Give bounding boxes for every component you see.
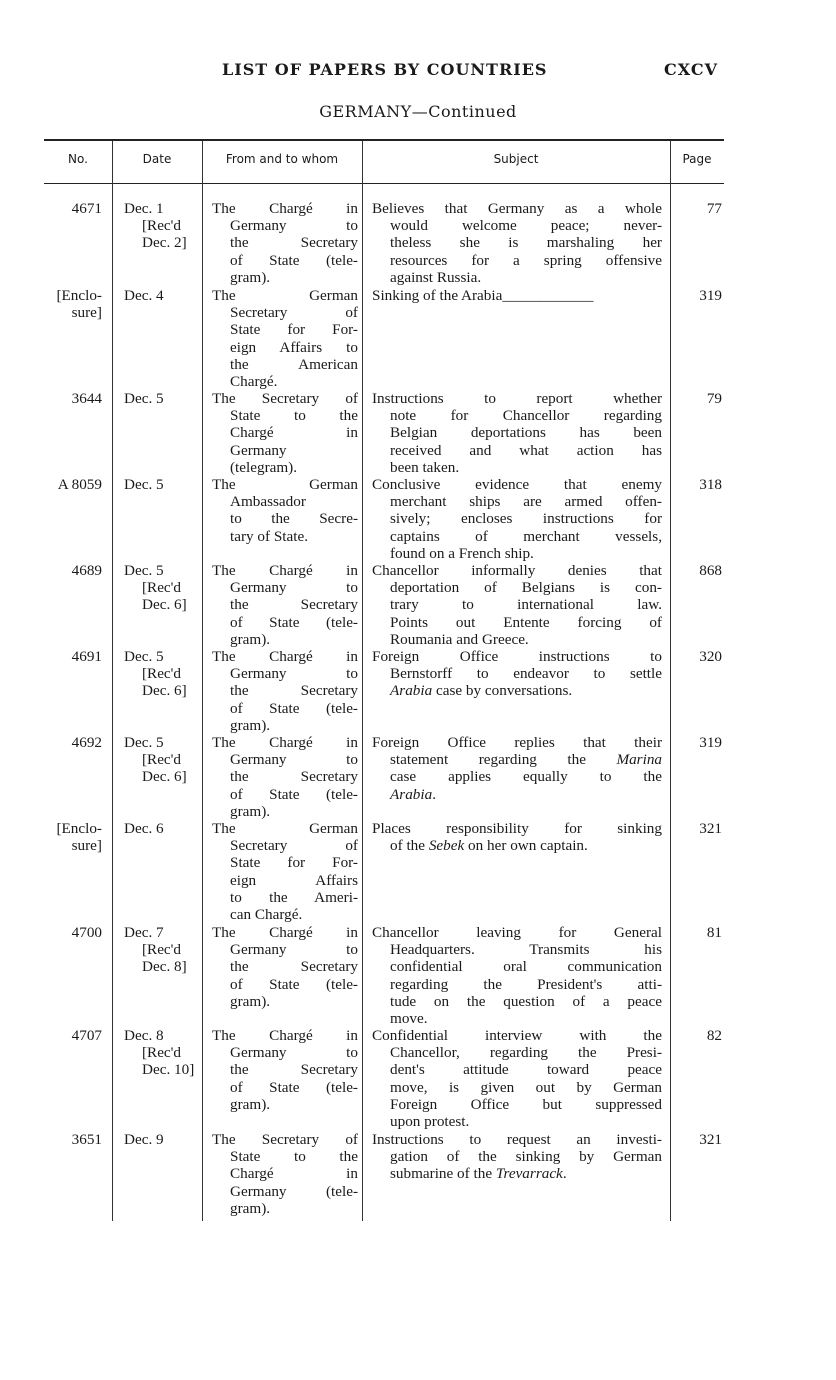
entry-from-to-line: Germany to	[230, 665, 358, 683]
entry-number	[30, 390, 102, 407]
entry-number-line: 4707	[71, 1027, 102, 1044]
table-row	[0, 648, 836, 734]
entry-subject-line: case applies equally to the	[390, 768, 662, 786]
entry-from-to-line: of State (tele-	[230, 251, 358, 269]
entry-number-line: 3651	[71, 1131, 102, 1148]
entry-from-to	[212, 390, 358, 476]
entry-subject	[372, 734, 662, 803]
entry-from-to-line: of State (tele-	[230, 1078, 358, 1096]
entry-date-line: Dec. 2]	[142, 234, 187, 252]
entry-from-to-line: The Secretary of	[212, 390, 358, 407]
entry-subject	[372, 476, 662, 562]
entry-date-line: [Rec'd	[142, 1044, 181, 1062]
entry-number	[30, 1131, 102, 1148]
entry-subject-line: of the Sebek on her own captain.	[390, 837, 588, 855]
entry-from-to-line: (telegram).	[230, 458, 298, 476]
entry-subject	[372, 562, 662, 648]
entry-from-to-line: can Chargé.	[230, 906, 303, 924]
entry-page: 319	[699, 287, 722, 304]
entry-from-to-line: the Secretary	[230, 682, 358, 700]
entry-subject-line: sively; encloses instructions for	[390, 510, 662, 528]
entry-from-to-line: The Chargé in	[212, 200, 358, 217]
entry-date-line: Dec. 6]	[142, 682, 187, 700]
entry-from-to-line: The Chargé in	[212, 1027, 358, 1044]
entry-subject-line: tude on the question of a peace	[390, 992, 662, 1010]
entry-date	[124, 820, 198, 837]
entry-subject-line: Roumania and Greece.	[390, 630, 529, 648]
column-header-no: No.	[68, 152, 88, 166]
section-title: GERMANY—Continued	[319, 102, 517, 121]
column-header-date: Date	[142, 152, 172, 166]
entry-from-to	[212, 476, 358, 545]
entry-from-to-line: Chargé in	[230, 424, 358, 442]
entry-date	[124, 476, 198, 493]
entry-from-to-line: State to the	[230, 407, 358, 425]
column-header-page: Page	[682, 152, 712, 166]
entry-number	[30, 1027, 102, 1044]
entry-from-to-line: gram).	[230, 992, 271, 1010]
entry-subject-line: move, is given out by German	[390, 1078, 662, 1096]
table-row	[0, 476, 836, 562]
entry-page: 320	[699, 648, 722, 665]
entry-date-line: Dec. 8]	[142, 958, 187, 976]
entry-subject-line: Chancellor informally denies that	[372, 562, 662, 579]
entry-from-to-line: the American	[230, 355, 358, 373]
running-title: LIST OF PAPERS BY COUNTRIES	[222, 60, 548, 79]
entry-from-to	[212, 648, 358, 734]
entry-from-to-line: the Secretary	[230, 596, 358, 614]
entry-date-line: Dec. 6]	[142, 596, 187, 614]
entry-from-to	[212, 1131, 358, 1217]
entry-subject-line: received and what action has	[390, 441, 662, 459]
entry-date-line: Dec. 10]	[142, 1061, 195, 1079]
entry-from-to-line: The Secretary of	[212, 1131, 358, 1148]
entry-page: 81	[706, 924, 722, 941]
entry-subject-line: Chancellor leaving for General	[372, 924, 662, 941]
column-header-from: From and to whom	[225, 152, 339, 166]
table-row	[0, 1027, 836, 1131]
entry-from-to-line: Germany	[230, 441, 287, 459]
entry-page: 79	[706, 390, 722, 407]
entry-subject-line: confidential oral communication	[390, 958, 662, 976]
entry-subject	[372, 924, 662, 1027]
column-header-subject: Subject	[493, 152, 539, 166]
entry-subject	[372, 648, 662, 700]
entry-date-line: Dec. 7	[124, 924, 164, 941]
entry-subject-line: regarding the President's atti-	[390, 975, 662, 993]
table-body	[0, 200, 836, 1231]
entry-subject-line: Belgian deportations has been	[390, 424, 662, 442]
entry-date-line: [Rec'd	[142, 217, 181, 235]
entry-from-to-line: of State (tele-	[230, 785, 358, 803]
entry-date	[124, 200, 198, 252]
entry-subject-line: Headquarters. Transmits his	[390, 941, 662, 959]
entry-from-to-line: Secretary of	[230, 837, 358, 855]
entry-from-to-line: State for For-	[230, 854, 358, 872]
entry-subject-line: upon protest.	[390, 1113, 470, 1131]
entry-from-to-line: Germany to	[230, 751, 358, 769]
entry-subject	[372, 1027, 662, 1130]
entry-from-to-line: of State (tele-	[230, 975, 358, 993]
entry-subject-line: Instructions to request an investi-	[372, 1131, 662, 1148]
entry-date-line: Dec. 5	[124, 562, 164, 579]
page-header	[0, 60, 836, 86]
entry-from-to-line: The Chargé in	[212, 648, 358, 665]
entry-subject-line: submarine of the Trevarrack.	[390, 1165, 567, 1183]
table-row	[0, 924, 836, 1027]
entry-subject-line: Believes that Germany as a whole	[372, 200, 662, 217]
entry-page: 321	[699, 1131, 722, 1148]
entry-from-to-line: State to the	[230, 1148, 358, 1166]
entry-subject-line: been taken.	[390, 458, 460, 476]
header-bottom-rule	[44, 183, 724, 184]
entry-subject-line: Instructions to report whether	[372, 390, 662, 407]
entry-subject-line: trary to international law.	[390, 596, 662, 614]
entry-subject-line: captains of merchant vessels,	[390, 527, 662, 545]
entry-subject-line: Conclusive evidence that enemy	[372, 476, 662, 493]
entry-subject-line: theless she is marshaling her	[390, 234, 662, 252]
entry-subject-line: deportation of Belgians is con-	[390, 579, 662, 597]
entry-subject-line: Confidential interview with the	[372, 1027, 662, 1044]
entry-subject	[372, 1131, 662, 1183]
entry-date	[124, 924, 198, 976]
entry-from-to	[212, 820, 358, 923]
entry-number	[30, 287, 102, 321]
entry-date-line: Dec. 6]	[142, 768, 187, 786]
entry-from-to-line: gram).	[230, 1199, 271, 1217]
entry-date	[124, 1131, 198, 1148]
entry-from-to-line: tary of State.	[230, 527, 309, 545]
entry-number	[30, 200, 102, 217]
table-row	[0, 200, 836, 287]
entry-subject-line: move.	[390, 1010, 428, 1028]
entry-from-to	[212, 562, 358, 648]
entry-date-line: [Rec'd	[142, 941, 181, 959]
entry-from-to-line: eign Affairs	[230, 871, 358, 889]
entry-from-to	[212, 924, 358, 1010]
page-number: CXCV	[664, 60, 719, 79]
entry-subject-line: statement regarding the Marina	[390, 751, 662, 769]
entry-page: 868	[699, 562, 722, 579]
entry-date	[124, 562, 198, 614]
entry-from-to	[212, 734, 358, 820]
entry-date-line: Dec. 5	[124, 734, 164, 751]
entry-subject-line: Foreign Office but suppressed	[390, 1095, 662, 1113]
entry-from-to-line: gram).	[230, 268, 271, 286]
entry-from-to-line: gram).	[230, 716, 271, 734]
table-row	[0, 562, 836, 648]
entry-from-to-line: The German	[212, 476, 358, 493]
entry-number-line: 4671	[71, 200, 102, 217]
entry-number-line: 4700	[71, 924, 102, 941]
entry-subject-line: Foreign Office instructions to	[372, 648, 662, 665]
entry-from-to-line: Germany to	[230, 217, 358, 235]
entry-subject-line: found on a French ship.	[390, 544, 534, 562]
entry-from-to-line: of State (tele-	[230, 613, 358, 631]
entry-from-to	[212, 200, 358, 286]
table-row	[0, 734, 836, 820]
entry-date-line: Dec. 5	[124, 476, 164, 493]
entry-subject-line: Bernstorff to endeavor to settle	[390, 665, 662, 683]
entry-subject-line: resources for a spring offensive	[390, 251, 662, 269]
entry-subject-line: merchant ships are armed offen-	[390, 493, 662, 511]
entry-subject-line: note for Chancellor regarding	[390, 407, 662, 425]
entry-date-line: Dec. 4	[124, 287, 164, 304]
entry-date-line: [Rec'd	[142, 579, 181, 597]
entry-from-to-line: gram).	[230, 802, 271, 820]
entry-from-to-line: the Secretary	[230, 958, 358, 976]
entry-number-line: 3644	[71, 390, 102, 407]
table-row	[0, 820, 836, 924]
entry-from-to-line: Germany to	[230, 1044, 358, 1062]
entry-page: 319	[699, 734, 722, 751]
entry-number-line: A 8059	[57, 476, 102, 493]
entry-subject-line: gation of the sinking by German	[390, 1148, 662, 1166]
entry-from-to	[212, 1027, 358, 1113]
entry-number	[30, 734, 102, 751]
entry-subject-line: dent's attitude toward peace	[390, 1061, 662, 1079]
entry-page: 318	[699, 476, 722, 493]
entry-number	[30, 820, 102, 854]
entry-from-to-line: Germany to	[230, 941, 358, 959]
entry-from-to-line: gram).	[230, 1095, 271, 1113]
entry-subject-line: against Russia.	[390, 268, 482, 286]
entry-date	[124, 390, 198, 407]
entry-number-line: [Enclo-	[56, 287, 102, 304]
entry-page: 321	[699, 820, 722, 837]
entry-number	[30, 924, 102, 941]
entry-subject	[372, 200, 662, 286]
table-row	[0, 390, 836, 476]
entry-from-to-line: The Chargé in	[212, 562, 358, 579]
entry-from-to-line: The Chargé in	[212, 924, 358, 941]
entry-from-to-line: Ambassador	[230, 493, 306, 511]
entry-from-to-line: Chargé.	[230, 373, 278, 391]
entry-number-line: sure]	[71, 304, 102, 322]
entry-date-line: Dec. 5	[124, 390, 164, 407]
entry-date-line: Dec. 1	[124, 200, 164, 217]
entry-number	[30, 476, 102, 493]
entry-from-to	[212, 287, 358, 390]
entry-subject-line: Arabia case by conversations.	[390, 682, 573, 700]
entry-from-to-line: to the Ameri-	[230, 888, 358, 906]
entry-number-line: 4689	[71, 562, 102, 579]
table-row	[0, 287, 836, 390]
entry-date-line: Dec. 9	[124, 1131, 164, 1148]
entry-number	[30, 648, 102, 665]
entry-from-to-line: to the Secre-	[230, 510, 358, 528]
entry-from-to-line: The German	[212, 820, 358, 837]
entry-subject-line: would welcome peace; never-	[390, 217, 662, 235]
entry-from-to-line: Germany to	[230, 579, 358, 597]
entry-number-line: [Enclo-	[56, 820, 102, 837]
entry-date	[124, 1027, 198, 1079]
entry-from-to-line: Chargé in	[230, 1165, 358, 1183]
table-top-rule	[44, 139, 724, 141]
entry-number	[30, 562, 102, 579]
entry-date	[124, 287, 198, 304]
entry-subject	[372, 390, 662, 476]
entry-from-to-line: eign Affairs to	[230, 338, 358, 356]
entry-date	[124, 648, 198, 700]
entry-page: 82	[706, 1027, 722, 1044]
entry-number-line: 4691	[71, 648, 102, 665]
entry-from-to-line: State for For-	[230, 321, 358, 339]
entry-date-line: Dec. 5	[124, 648, 164, 665]
entry-date	[124, 734, 198, 786]
entry-date-line: Dec. 8	[124, 1027, 164, 1044]
entry-subject-line: Sinking of the Arabia____________	[372, 287, 594, 304]
entry-number-line: sure]	[71, 837, 102, 855]
entry-subject-line: Arabia.	[390, 785, 436, 803]
entry-from-to-line: of State (tele-	[230, 699, 358, 717]
entry-from-to-line: The Chargé in	[212, 734, 358, 751]
entry-date-line: [Rec'd	[142, 665, 181, 683]
entry-subject-line: Points out Entente forcing of	[390, 613, 662, 631]
entry-number-line: 4692	[71, 734, 102, 751]
entry-from-to-line: Germany (tele-	[230, 1182, 358, 1200]
entry-subject	[372, 287, 662, 304]
entry-subject-line: Chancellor, regarding the Presi-	[390, 1044, 662, 1062]
entry-from-to-line: the Secretary	[230, 768, 358, 786]
entry-subject	[372, 820, 662, 854]
entry-date-line: Dec. 6	[124, 820, 164, 837]
table-row	[0, 1131, 836, 1231]
entry-page: 77	[706, 200, 722, 217]
entry-from-to-line: Secretary of	[230, 304, 358, 322]
entry-subject-line: Foreign Office replies that their	[372, 734, 662, 751]
entry-from-to-line: The German	[212, 287, 358, 304]
entry-date-line: [Rec'd	[142, 751, 181, 769]
entry-subject-line: Places responsibility for sinking	[372, 820, 662, 837]
entry-from-to-line: gram).	[230, 630, 271, 648]
entry-from-to-line: the Secretary	[230, 1061, 358, 1079]
entry-from-to-line: the Secretary	[230, 234, 358, 252]
